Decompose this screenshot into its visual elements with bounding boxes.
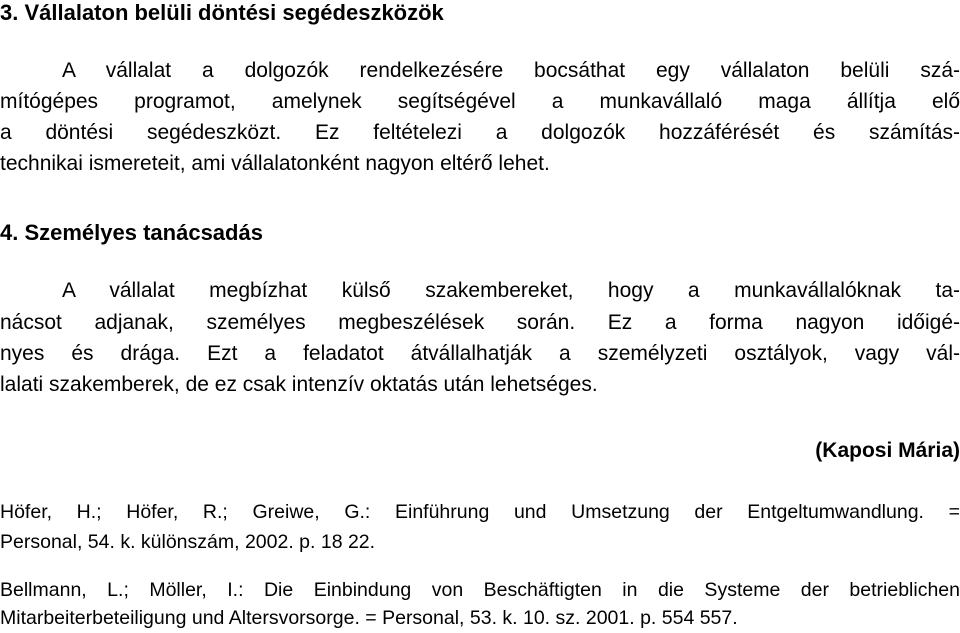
reference-1-line-2: Personal, 54. k. különszám, 2002. p. 18 22. (0, 531, 376, 553)
reference-2-line-2: Mitarbeiterbeteiligung und Altersvorsorge. = Personal, 53. k. 10. sz. 2001. p. 554 557. (0, 607, 738, 629)
section-4-line-1: A vállalat megbízhat külső szakembereket, hogy a munkavállalóknak ta- (62, 279, 960, 302)
section-3-line-1: A vállalat a dolgozók rendelkezésére bocsáthat egy vállalaton belüli szá- (62, 59, 960, 82)
section-4-line-2: nácsot adjanak, személyes megbeszélések során. Ez a forma nagyon időigé- (0, 311, 960, 334)
section-3-line-2: mítógépes programot, amelynek segítségével a munkavállaló maga állítja elő (0, 90, 960, 113)
section-3-heading: 3. Vállalaton belüli döntési segédeszközök (0, 0, 444, 25)
section-3-line-4: technikai ismereteit, ami vállalatonként nagyon eltérő lehet. (0, 152, 550, 175)
section-4-line-4: lalati szakemberek, de ez csak intenzív oktatás után lehetséges. (0, 373, 598, 396)
section-4-line-3: nyes és drága. Ezt a feladatot átvállalhatják a személyzeti osztályok, vagy vál- (0, 342, 960, 365)
author-signature: (Kaposi Mária) (815, 439, 960, 462)
section-4-heading: 4. Személyes tanácsadás (0, 220, 263, 245)
reference-2-line-1: Bellmann, L.; Möller, I.: Die Einbindung von Beschäftigten in die Systeme der betrieblichen (0, 579, 960, 601)
reference-1-line-1: Höfer, H.; Höfer, R.; Greiwe, G.: Einführung und Umsetzung der Entgeltumwandlung. = (0, 501, 960, 523)
section-3-line-3: a döntési segédeszközt. Ez feltételezi a dolgozók hozzáférését és számítás- (0, 121, 960, 144)
